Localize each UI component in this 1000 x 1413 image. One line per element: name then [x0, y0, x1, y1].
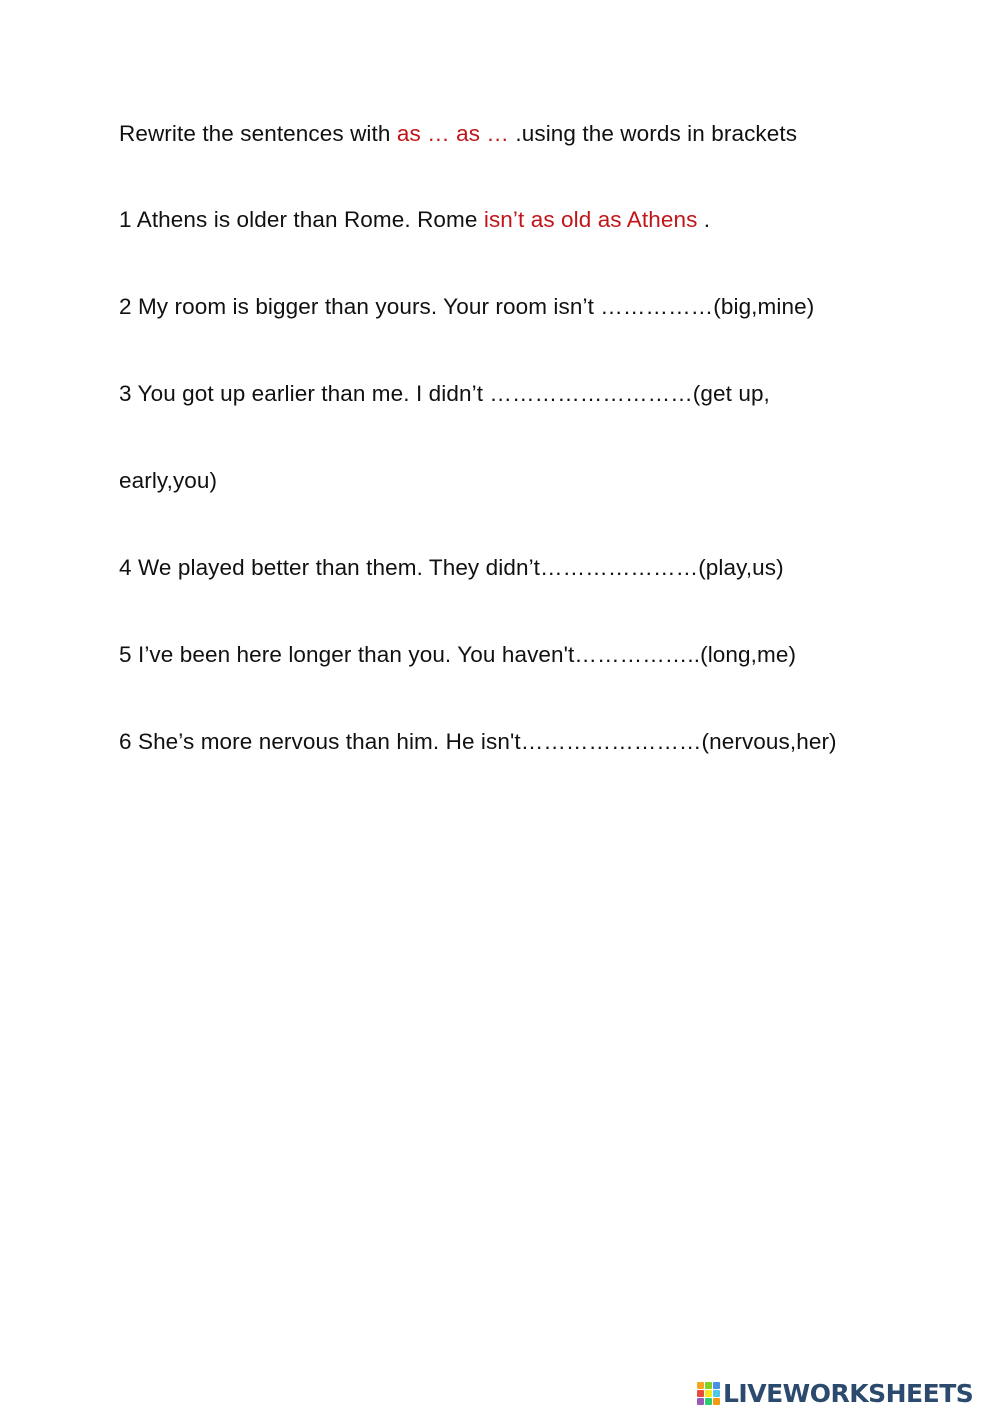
- exercise-item-6: 6 She’s more nervous than him. He isn't……………………(nervous,her): [119, 729, 837, 754]
- instruction-text-before: Rewrite the sentences with: [119, 121, 397, 146]
- instruction-text-after: .using the words in brackets: [515, 121, 798, 146]
- instruction-highlight: as … as …: [396, 121, 516, 146]
- instruction-line: [119, 120, 797, 148]
- exercise-item-1: [119, 206, 710, 234]
- item-1-suffix: .: [697, 207, 711, 232]
- exercise-item-5: 5 I’ve been here longer than you. You haven't……………..(long,me): [119, 642, 797, 667]
- exercise-item-4: 4 We played better than them. They didn’t…………………(play,us): [119, 555, 784, 580]
- exercise-item-2: 2 My room is bigger than yours. Your room isn’t ……………(big,mine): [119, 294, 815, 319]
- logo-text: LIVEWORKSHEETS: [723, 1379, 974, 1408]
- liveworksheets-logo: [697, 1379, 973, 1409]
- liveworksheets-logo-icon: [697, 1382, 719, 1406]
- item-1-prefix: 1 Athens is older than Rome. Rome: [119, 207, 484, 232]
- exercise-item-3-line-2: early,you): [119, 468, 218, 493]
- exercise-item-3-line-1: 3 You got up earlier than me. I didn’t ………………………(get up,: [119, 381, 770, 406]
- item-1-example-answer: isn’t as old as Athens: [483, 207, 698, 232]
